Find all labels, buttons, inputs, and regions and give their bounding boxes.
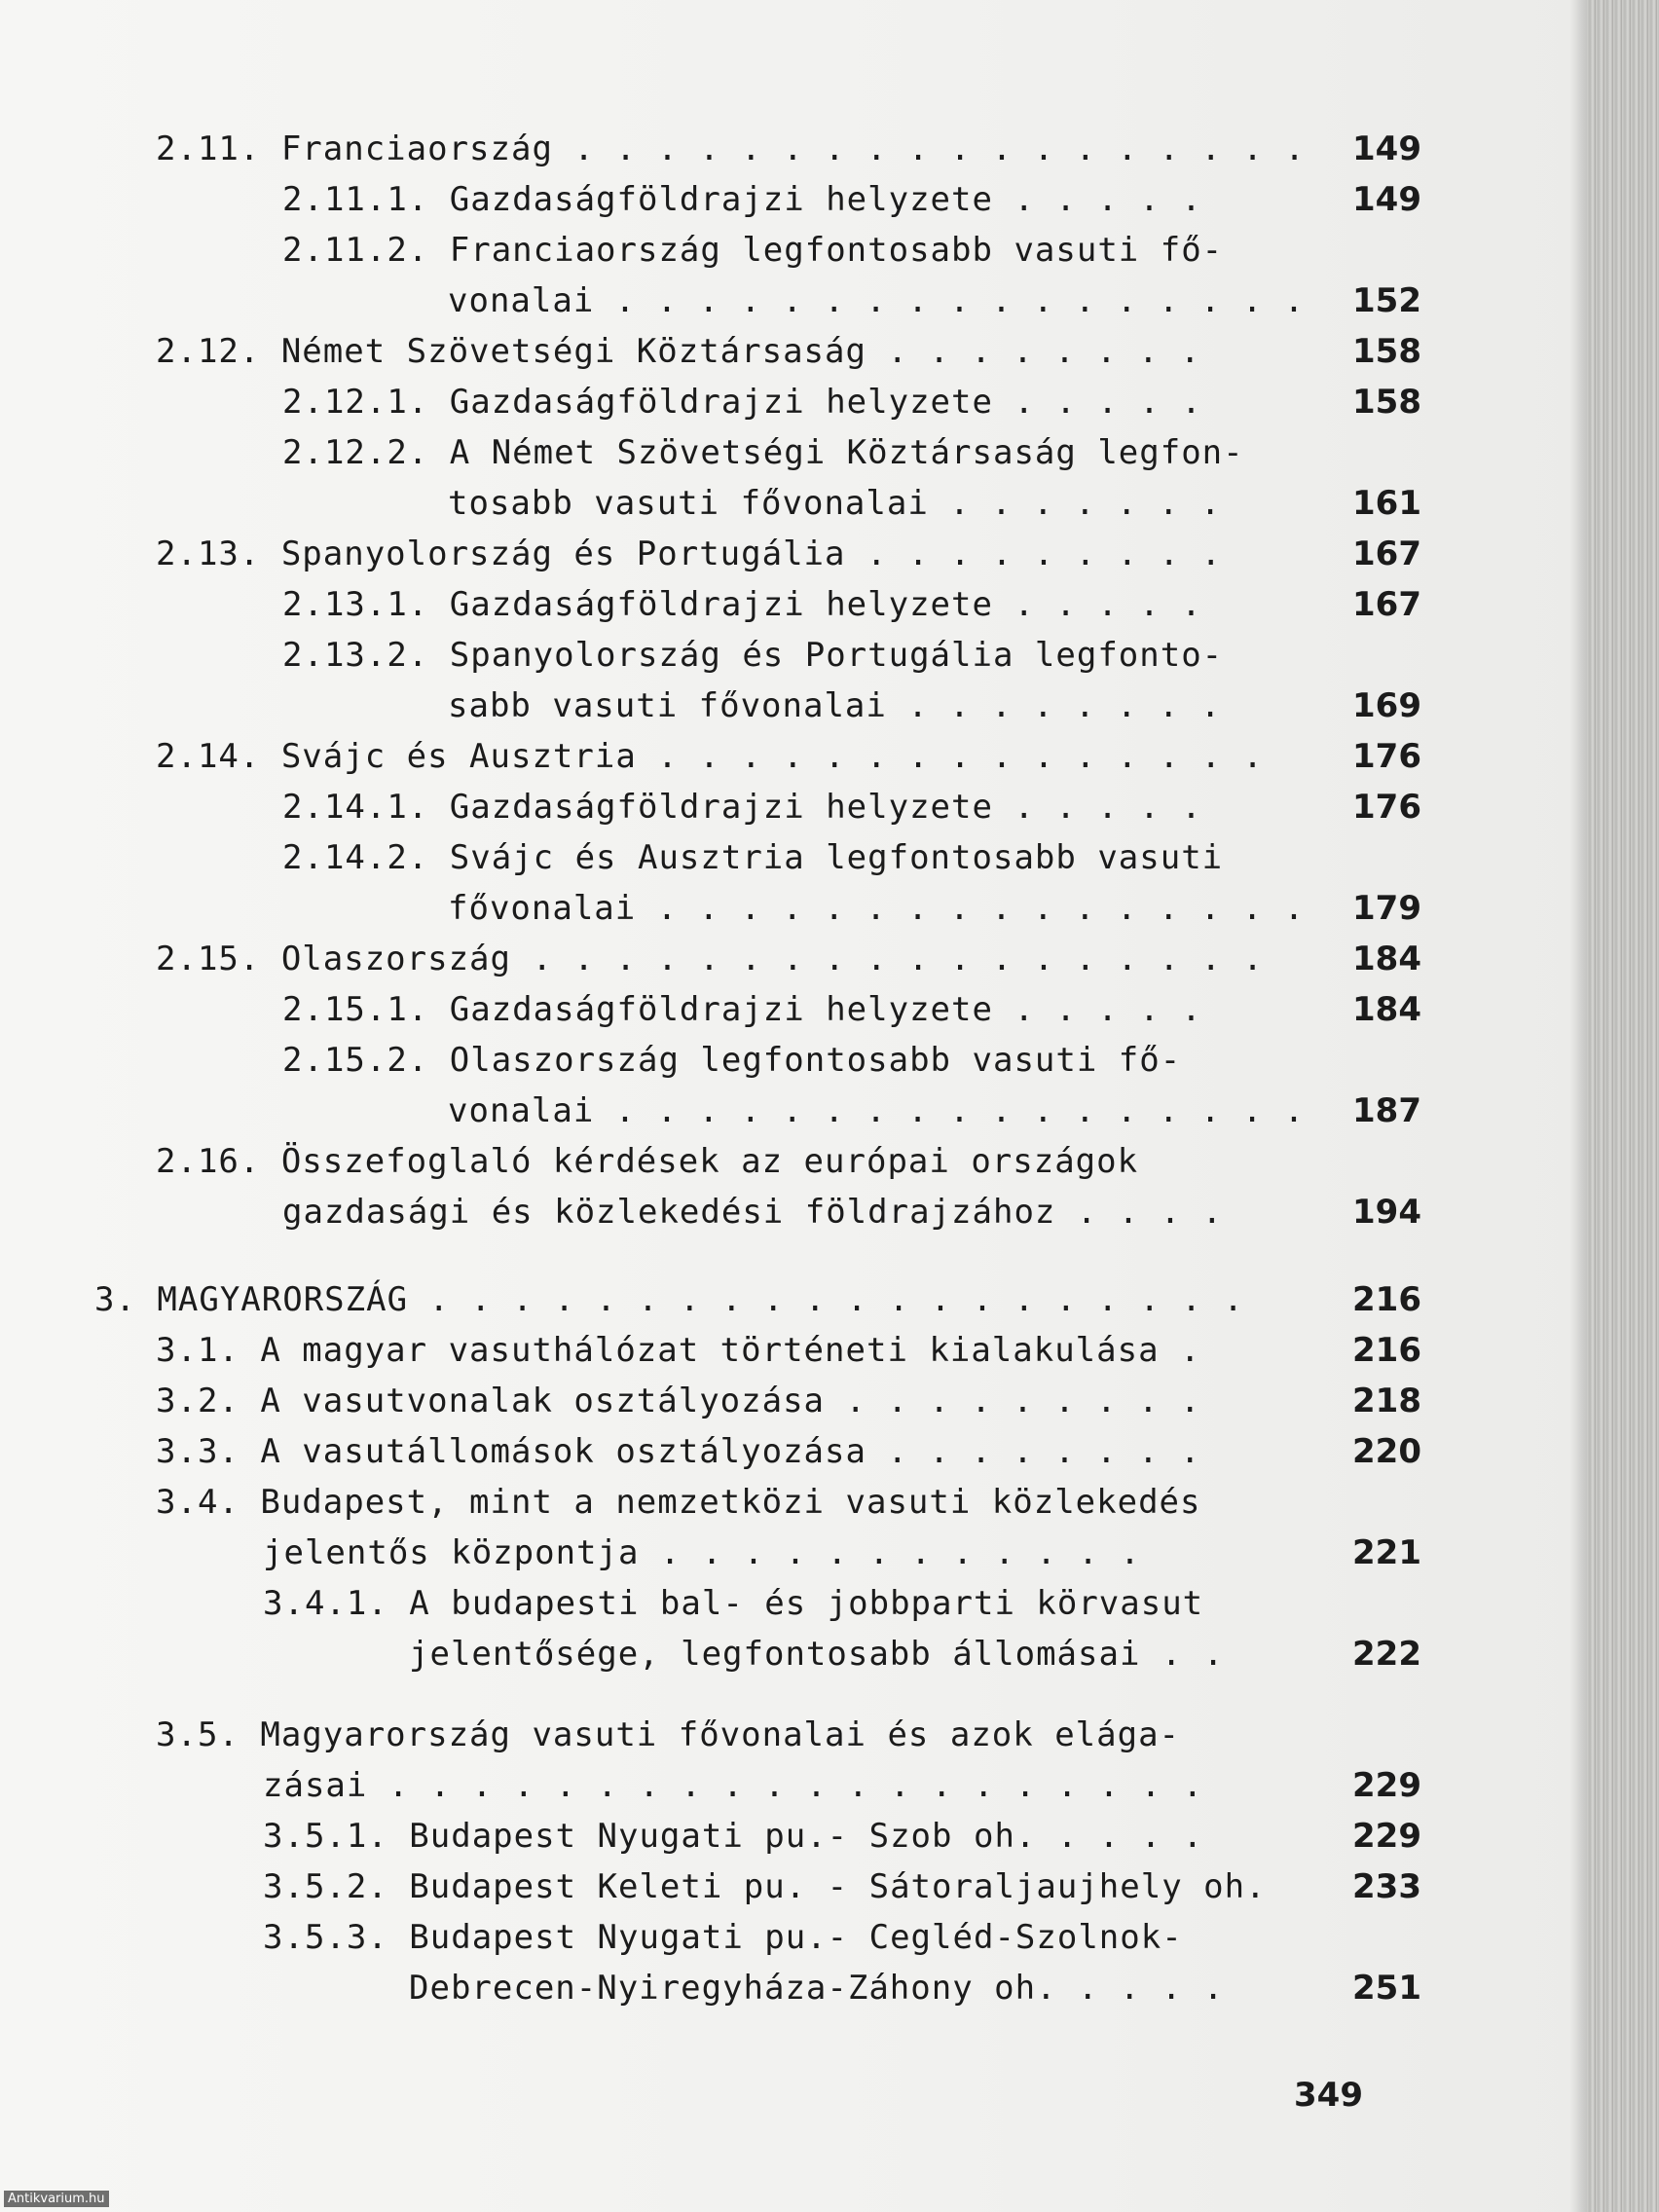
toc-entry-text: jelentősége, legfontosabb állomásai . .: [409, 1635, 1225, 1674]
toc-entry-text: tosabb vasuti fővonalai . . . . . . .: [448, 484, 1222, 523]
toc-entry-text: vonalai . . . . . . . . . . . . . . . . .: [448, 281, 1306, 320]
toc-entry-text: 2.16. Összefoglaló kérdések az európai országok: [156, 1142, 1139, 1181]
toc-entry-text: jelentős központja . . . . . . . . . . . .: [263, 1533, 1141, 1572]
toc-entry-page: 158: [1352, 332, 1421, 371]
toc-entry-page: 152: [1352, 281, 1421, 320]
toc-entry-text: 3.4.1. A budapesti bal- és jobbparti körvasut: [263, 1584, 1204, 1623]
toc-entry-text: 3.5.2. Budapest Keleti pu. - Sátoraljaujhely oh.: [263, 1867, 1267, 1906]
toc-entry-page: 194: [1352, 1193, 1421, 1232]
toc-entry-text: 3.5.1. Budapest Nyugati pu.- Szob oh. . . . .: [263, 1817, 1204, 1856]
toc-entry-page: 229: [1352, 1817, 1421, 1856]
toc-entry-page: 184: [1352, 940, 1421, 978]
toc-entry-text: vonalai . . . . . . . . . . . . . . . . .: [448, 1091, 1306, 1130]
toc-entry-text: 2.12.1. Gazdaságföldrajzi helyzete . . . . .: [282, 383, 1202, 422]
toc-entry-text: 3.5. Magyarország vasuti fővonalai és azok elága-: [156, 1715, 1181, 1754]
toc-entry-text: 2.15.2. Olaszország legfontosabb vasuti fő-: [282, 1041, 1182, 1080]
toc-entry-page: 169: [1352, 686, 1421, 725]
toc-entry-text: Debrecen-Nyiregyháza-Záhony oh. . . . .: [409, 1969, 1225, 2008]
toc-entry-page: 176: [1352, 788, 1421, 827]
toc-entry-text: 2.13. Spanyolország és Portugália . . . . . . . . .: [156, 535, 1222, 573]
toc-entry-text: 3.1. A magyar vasuthálózat történeti kialakulása .: [156, 1331, 1201, 1370]
toc-entry-text: 2.11.2. Franciaország legfontosabb vasuti fő-: [282, 231, 1224, 270]
toc-entry-text: gazdasági és közlekedési földrajzához . . . .: [282, 1193, 1224, 1232]
toc-entry-text: 3.3. A vasutállomások osztályozása . . . . . . . .: [156, 1432, 1201, 1471]
toc-entry-text: 2.12.2. A Német Szövetségi Köztársaság legfon-: [282, 433, 1244, 472]
toc-entry-text: 2.15. Olaszország . . . . . . . . . . . . . . . . . .: [156, 940, 1264, 978]
toc-entry-text: 2.13.2. Spanyolország és Portugália legfonto-: [282, 636, 1224, 675]
toc-entry-page: 176: [1352, 737, 1421, 776]
toc-entry-text: 2.11. Franciaország . . . . . . . . . . . . . . . . . .: [156, 129, 1306, 168]
toc-entry-text: 2.14. Svájc és Ausztria . . . . . . . . . . . . . . .: [156, 737, 1264, 776]
toc-entry-text: 2.14.1. Gazdaságföldrajzi helyzete . . . . .: [282, 788, 1202, 827]
toc-entry-text: 3.4. Budapest, mint a nemzetközi vasuti közlekedés: [156, 1483, 1201, 1522]
toc-entry-page: 149: [1352, 180, 1421, 219]
toc-entry-page: 216: [1352, 1331, 1421, 1370]
toc-entry-text: fővonalai . . . . . . . . . . . . . . . .: [448, 889, 1306, 928]
toc-entry-page: 229: [1352, 1766, 1421, 1805]
toc-entry-text: 3.2. A vasutvonalak osztályozása . . . . . . . . .: [156, 1382, 1201, 1420]
toc-entry-page: 149: [1352, 129, 1421, 168]
toc-entry-page: 220: [1352, 1432, 1421, 1471]
toc-entry-text: zásai . . . . . . . . . . . . . . . . . . . .: [263, 1766, 1204, 1805]
toc-entry-text: 2.11.1. Gazdaságföldrajzi helyzete . . . . .: [282, 180, 1202, 219]
toc-entry-page: 233: [1352, 1867, 1421, 1906]
watermark: Antikvarium.hu: [4, 2191, 109, 2207]
toc-entry-text: 2.15.1. Gazdaságföldrajzi helyzete . . . . .: [282, 990, 1202, 1029]
toc-entry-page: 167: [1352, 535, 1421, 573]
toc-entry-text: 2.12. Német Szövetségi Köztársaság . . . . . . . .: [156, 332, 1201, 371]
toc-entry-page: 179: [1352, 889, 1421, 928]
toc-entry-page: 222: [1352, 1635, 1421, 1674]
toc-entry-page: 216: [1352, 1280, 1421, 1319]
toc-entry-page: 158: [1352, 383, 1421, 422]
toc-entry-page: 218: [1352, 1382, 1421, 1420]
toc-entry-page: 167: [1352, 585, 1421, 624]
page-number: 349: [1294, 2076, 1363, 2115]
toc-entry-text: 3. MAGYARORSZÁG . . . . . . . . . . . . . . . . . . . .: [94, 1280, 1244, 1319]
toc-entry-text: 3.5.3. Budapest Nyugati pu.- Cegléd-Szolnok-: [263, 1918, 1183, 1957]
toc-entry-text: sabb vasuti fővonalai . . . . . . . .: [448, 686, 1222, 725]
toc-entry-text: 2.13.1. Gazdaságföldrajzi helyzete . . . . .: [282, 585, 1202, 624]
toc-entry-page: 187: [1352, 1091, 1421, 1130]
toc-entry-text: 2.14.2. Svájc és Ausztria legfontosabb vasuti: [282, 838, 1224, 877]
toc-entry-page: 184: [1352, 990, 1421, 1029]
toc-entry-page: 251: [1352, 1969, 1421, 2008]
toc-entry-page: 161: [1352, 484, 1421, 523]
toc-entry-page: 221: [1352, 1533, 1421, 1572]
